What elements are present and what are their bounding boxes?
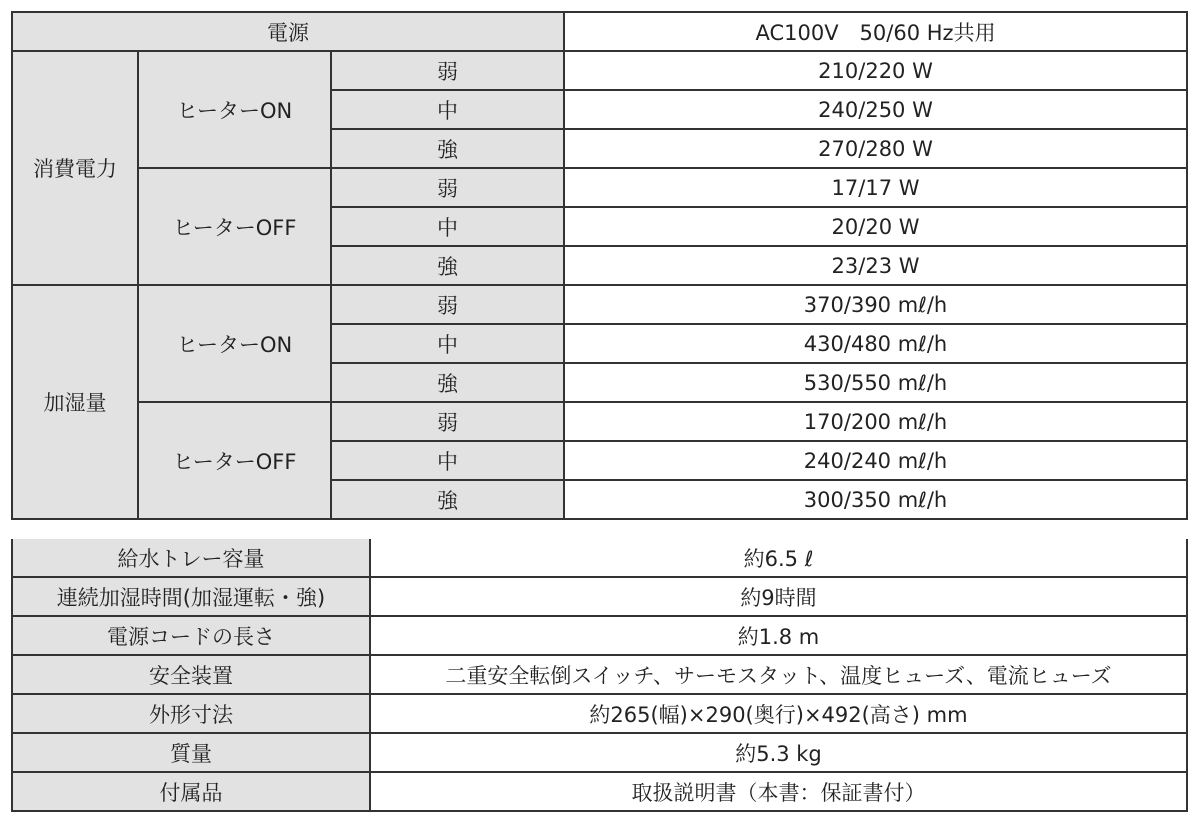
level-value: 20/20 W [564, 207, 1187, 246]
level-label: 中 [331, 324, 564, 363]
level-label: 強 [331, 129, 564, 168]
level-value: 430/480 mℓ/h [564, 324, 1187, 363]
level-value: 370/390 mℓ/h [564, 285, 1187, 324]
power-supply-value: AC100V 50/60 Hz共用 [564, 12, 1187, 51]
table-row [12, 616, 1187, 655]
table-row [12, 655, 1187, 694]
table-row [12, 694, 1187, 733]
level-value: 270/280 W [564, 129, 1187, 168]
level-value: 170/200 mℓ/h [564, 402, 1187, 441]
table-row [12, 577, 1187, 616]
level-label: 弱 [331, 285, 564, 324]
spec-value: 約9時間 [370, 577, 1187, 616]
table-row [12, 285, 1187, 324]
level-label: 中 [331, 207, 564, 246]
table-row [12, 51, 1187, 90]
spec-value: 二重安全転倒スイッチ、サーモスタット、温度ヒューズ、電流ヒューズ [370, 655, 1187, 694]
spec-value: 取扱説明書（本書：保証書付） [370, 772, 1187, 811]
spec-label: 外形寸法 [12, 694, 370, 733]
table-row [12, 772, 1187, 811]
level-value: 240/240 mℓ/h [564, 441, 1187, 480]
table-row [12, 12, 1187, 51]
level-label: 弱 [331, 51, 564, 90]
spec-label: 安全装置 [12, 655, 370, 694]
table-row [12, 539, 1187, 577]
level-value: 240/250 W [564, 90, 1187, 129]
spec-value: 約1.8 m [370, 616, 1187, 655]
level-label: 弱 [331, 402, 564, 441]
level-value: 530/550 mℓ/h [564, 363, 1187, 402]
level-label: 強 [331, 480, 564, 519]
spec-value: 約5.3 kg [370, 733, 1187, 772]
level-value: 17/17 W [564, 168, 1187, 207]
level-value: 300/350 mℓ/h [564, 480, 1187, 519]
spec-table-bottom [11, 539, 1188, 812]
spec-label: 連続加湿時間(加湿運転・強) [12, 577, 370, 616]
spec-table-top [11, 11, 1188, 520]
level-label: 中 [331, 90, 564, 129]
spec-label: 質量 [12, 733, 370, 772]
heater-mode-label: ヒーターON [138, 51, 331, 168]
consumption-label: 消費電力 [12, 51, 138, 285]
heater-mode-label: ヒーターOFF [138, 402, 331, 519]
heater-mode-label: ヒーターOFF [138, 168, 331, 285]
level-value: 210/220 W [564, 51, 1187, 90]
spec-label: 給水トレー容量 [12, 539, 370, 577]
level-label: 弱 [331, 168, 564, 207]
spec-label: 付属品 [12, 772, 370, 811]
table-row [12, 168, 1187, 207]
level-label: 強 [331, 363, 564, 402]
table-row [12, 733, 1187, 772]
heater-mode-label: ヒーターON [138, 285, 331, 402]
humidification-label: 加湿量 [12, 285, 138, 519]
spec-label: 電源コードの長さ [12, 616, 370, 655]
spec-value: 約265(幅)×290(奥行)×492(高さ) mm [370, 694, 1187, 733]
spec-value: 約6.5 ℓ [370, 539, 1187, 577]
level-label: 強 [331, 246, 564, 285]
power-supply-label: 電源 [12, 12, 564, 51]
level-label: 中 [331, 441, 564, 480]
table-row [12, 402, 1187, 441]
level-value: 23/23 W [564, 246, 1187, 285]
